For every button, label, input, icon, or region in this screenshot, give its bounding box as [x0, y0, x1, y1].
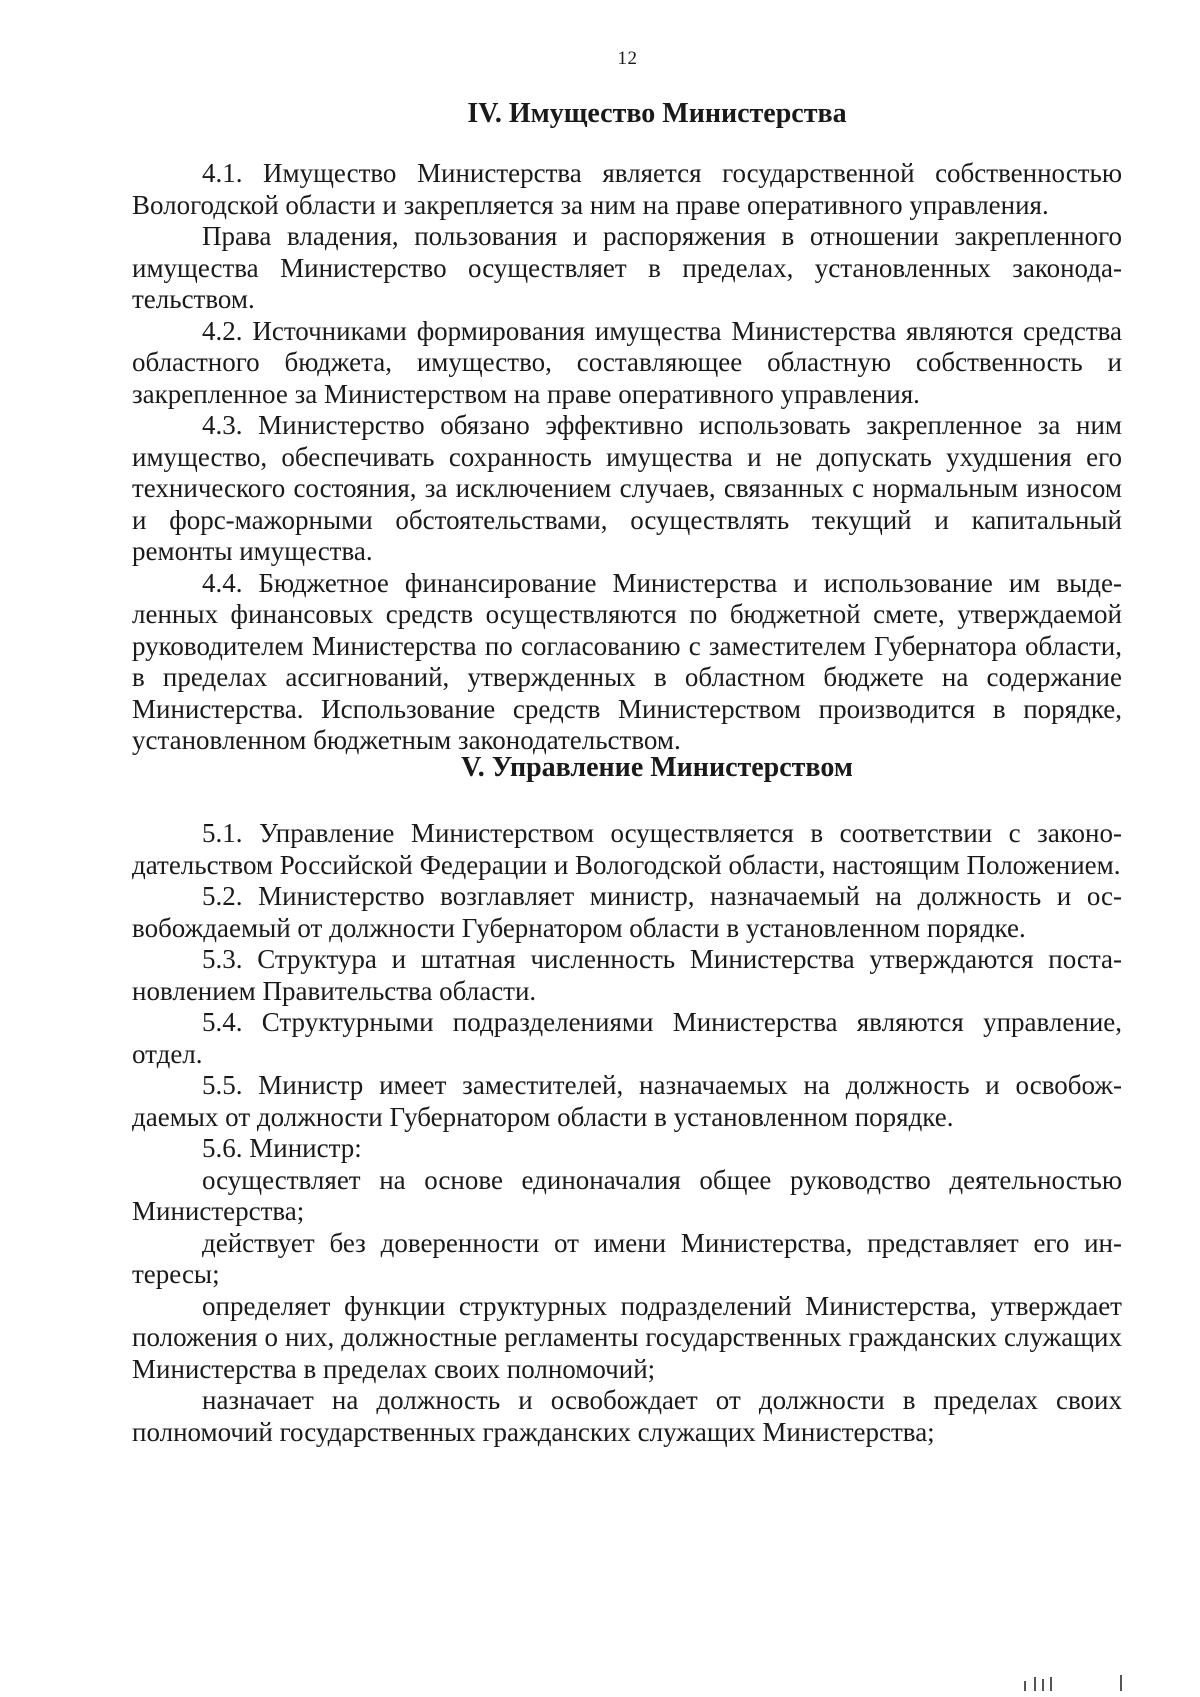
section-5 — [132, 752, 1122, 784]
scan-artifacts — [1020, 1673, 1130, 1691]
scan-speck — [1120, 1675, 1122, 1691]
paragraph-5-1: 5.1. Управление Министерством осуществляется в соответствии с законодательством Российской Федерации и Вологодской области, настоящим Положением. — [132, 818, 1122, 880]
paragraph-5-6-item-1: осуществляет на основе единоначалия общее руководство деятельностью Министерства; — [132, 1164, 1122, 1226]
paragraph-5-2: 5.2. Министерство возглавляет министр, назначаемый на должность и освобождаемый от должности Губернатором области в установленном порядке. — [132, 881, 1122, 943]
section-5-heading: V. Управление Министерством — [461, 752, 853, 783]
section-4-body — [132, 158, 1122, 757]
scan-speck — [1024, 1681, 1026, 1691]
paragraph-5-6-item-2: действует без доверенности от имени Министерства, представляет его интересы; — [132, 1227, 1122, 1289]
section-4-heading: IV. Имущество Министерства — [467, 98, 847, 129]
section-5-body — [132, 818, 1122, 1448]
section-4 — [132, 98, 1122, 130]
paragraph-5-3: 5.3. Структура и штатная численность Министерства утверждаются постановлением Правительства области. — [132, 944, 1122, 1006]
paragraph-4-1-rights: Права владения, пользования и распоряжения в отношении закрепленного имущества Министерство осуществляет в пределах, установленных законодательством. — [132, 221, 1122, 314]
scan-speck — [1050, 1677, 1052, 1691]
page-number: 12 — [617, 48, 638, 69]
paragraph-5-6-item-4: назначает на должность и освобождает от должности в пределах своих полномочий государственных гражданских служащих Министерства; — [132, 1385, 1122, 1447]
paragraph-5-6: 5.6. Министр: — [202, 1133, 362, 1163]
scan-speck — [1034, 1677, 1036, 1691]
paragraph-4-2: 4.2. Источниками формирования имущества Министерства являются средства областного бюджета, имущество, составляющее областную собственность и закрепленное за Министерством на праве оперативного управления. — [132, 315, 1122, 409]
paragraph-4-3: 4.3. Министерство обязано эффективно использовать закрепленное за ним имущество, обеспечивать сохранность имущества и не допускать ухудшения его технического состояния, за исключением случаев, связанных с нормальным износом и форс-мажорными обстоятельствами, осуществлять текущий и капитальный ремонты имущества. — [132, 410, 1122, 566]
paragraph-4-4: 4.4. Бюджетное финансирование Министерства и использование им выделенных финансовых средств осуществляются по бюджетной смете, утверждаемой руководителем Министерства по согласованию с заместителем Губернатора области, в пределах ассигнований, утвержденных в областном бюджете на содержание Министерства. Использование средств Министерством производится в порядке, установленном бюджетным законодательством. — [132, 567, 1122, 755]
paragraph-4-1: 4.1. Имущество Министерства является государственной собственностью Вологодской области и закрепляется за ним на праве оперативного управления. — [132, 158, 1122, 220]
paragraph-5-4: 5.4. Структурными подразделениями Министерства являются управление, отдел. — [132, 1007, 1122, 1069]
paragraph-5-5: 5.5. Министр имеет заместителей, назначаемых на должность и освобождаемых от должности Губернатором области в установленном порядке. — [132, 1070, 1122, 1132]
paragraph-5-6-item-3: определяет функции структурных подразделений Министерства, утверждает положения о них, должностные регламенты государственных гражданских служащих Министерства в пределах своих полномочий; — [132, 1290, 1122, 1384]
scan-speck — [1042, 1679, 1044, 1691]
